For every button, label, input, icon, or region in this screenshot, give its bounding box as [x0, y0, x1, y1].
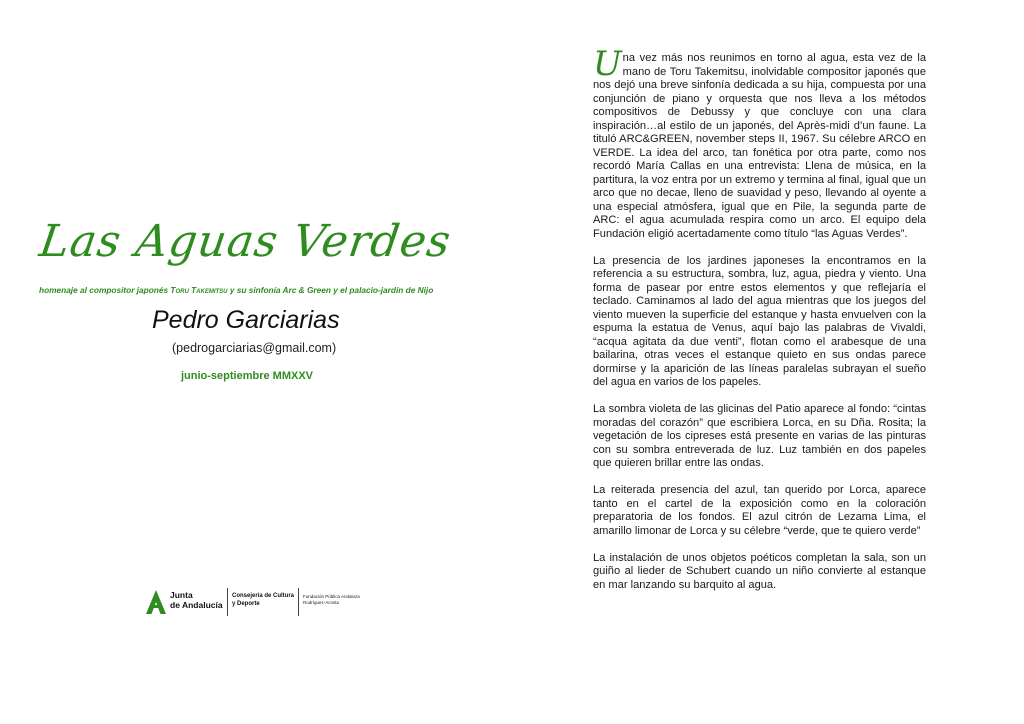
paragraph-3: La sombra violeta de las glicinas del Patio aparece al fondo: “cintas moradas del corazón” que escribiera Lorca, en su Dña. Rosita; la vegetación de los cipreses está presente en varias de las pinturas con su sombra entreverada de luz. Luz también en dos papeles que quieren brillar entre las ondas.: [593, 403, 926, 469]
logo-divider: [298, 588, 299, 616]
consejeria-line-2: y Deporte: [232, 601, 260, 607]
junta-line-2: de Andalucía: [170, 600, 223, 610]
junta-andalucia-name: [170, 590, 223, 610]
junta-andalucia-logo-icon: [146, 590, 166, 614]
consejeria-line-1: Consejería de Cultura: [232, 593, 295, 599]
subtitle-text-post: y su sinfonía Arc & Green y el palacio-jardín de Nijo: [227, 285, 434, 295]
logo-divider: [227, 588, 228, 616]
subtitle-text-pre: homenaje al compositor japonés: [39, 285, 171, 295]
paragraph-5: La instalación de unos objetos poéticos completan la sala, son un guiño al lieder de Schubert cuando un niño convierte al estanque en mar lanzando su barquito al agua.: [593, 551, 926, 591]
drop-cap: U: [593, 44, 622, 84]
paragraph-1-text: na vez más nos reunimos en torno al agua, esta vez de la mano de Toru Takemitsu, inolvidable compositor japonés que nos dejó una breve sinfonía dedicada a su hija, compuesta por una conjunción de piano y orquesta que nos lleva a los métodos compositivos de Debussy y que concluye con una clara inspiración…al estilo de un japonés, del Après-midi d’un faune. La tituló ARC&GREEN, november steps II, 1967. Su célebre ARCO en VERDE. La idea del arco, tan fonética por otra parte, como nos recordó María Callas en una entrevista: Llena de música, en la partitura, la voz entra por un extremo y termina al final, igual que un arco que no decae, lleno de suavidad y peso, llevando al oyente a una especial atmósfera, igual que en Pile, la segunda parte de ARC: el agua acumulada respira como un arco. El equipo dela Fundación eligió acertadamente como título “las Aguas Verdes”.: [593, 52, 926, 240]
paragraph-1: [593, 44, 926, 241]
right-page: [512, 0, 1024, 724]
author-email: (pedrogarciarias@gmail.com): [172, 341, 337, 355]
junta-line-1: Junta: [170, 590, 193, 600]
paragraph-4: La reiterada presencia del azul, tan querido por Lorca, aparece tanto en el cartel de la exposición como en la coloración preparatoria de los fondos. El azul citrón de Lezama Lima, el amarillo limonar de Lorca y su célebre “verde, que te quiero verde”: [593, 484, 926, 537]
consejeria-name: [232, 592, 294, 608]
exhibition-dates: junio-septiembre MMXXV: [181, 370, 314, 382]
exhibition-subtitle: [39, 285, 479, 295]
exhibition-title: Las Aguas Verdes: [36, 216, 455, 267]
paragraph-2: La presencia de los jardines japoneses la encontramos en la referencia a su estructura, sombra, luz, agua, piedra y viento. Una forma de pasear por entre estos elementos y que reflejaría el teclado. Caminamos al lado del agua mientras que los juegos del viento mueven la superficie del estanque y hasta envuelven con la espuma la estatua de Venus, aquí bajo las palabras de Vivaldi, “acqua agitata da due venti”, flotan como el arabesque de una bailarina, otras veces el estanque quieto en sus ondas parece dormirse y la aparición de las líneas paralelas subrayan el sueño del agua en varios de los papeles.: [593, 254, 926, 388]
fundacion-name: [303, 594, 360, 606]
subtitle-composer-name: Toru Takemitsu: [170, 285, 228, 295]
essay-text: [593, 44, 926, 606]
sponsor-logos: [146, 588, 386, 618]
author-name: Pedro Garciarias: [152, 306, 340, 334]
fundacion-line-1: Fundación Pública Andaluza: [303, 594, 360, 599]
fundacion-line-2: Rodríguez-Acosta: [303, 600, 340, 605]
